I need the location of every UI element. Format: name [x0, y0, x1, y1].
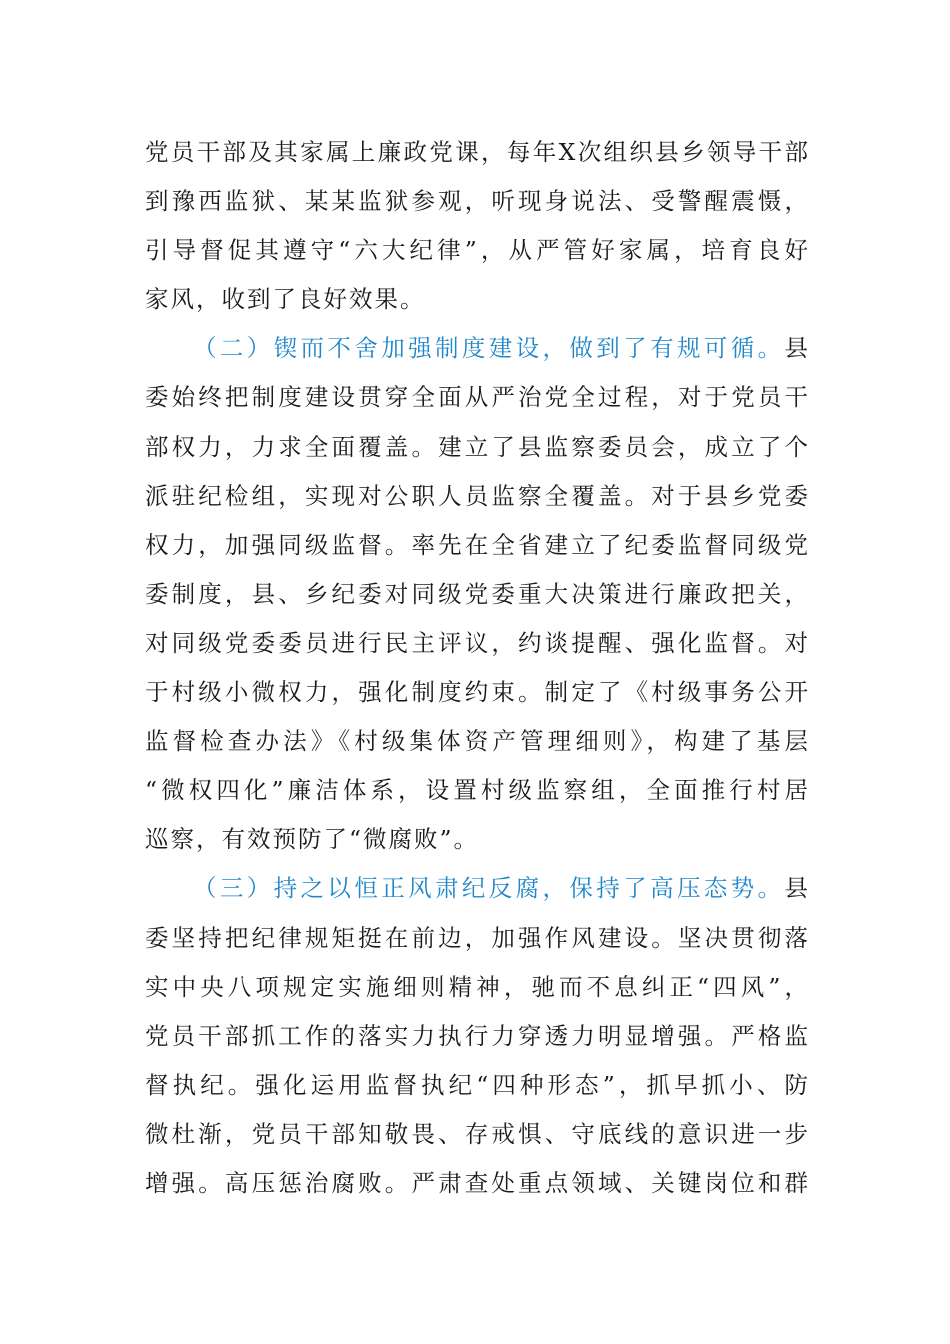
paragraph-line: 监督检查办法》《村级集体资产管理细则》，构建了基层 — [145, 727, 810, 756]
paragraph-line: 增强。高压惩治腐败。严肃查处重点领域、关键岗位和群 — [145, 1168, 810, 1197]
paragraph-line: 委始终把制度建设贯穿全面从严治党全过程，对于党员干 — [145, 383, 810, 412]
heading-tail-text: 县 — [784, 334, 810, 363]
paragraph-line: “微权四化”廉洁体系，设置村级监察组，全面推行村居 — [145, 776, 810, 805]
section-heading-line — [145, 324, 810, 373]
paragraph-line: 到豫西监狱、某某监狱参观，听现身说法、受警醒震慑， — [145, 187, 810, 216]
paragraph-line: 部权力，力求全面覆盖。建立了县监察委员会，成立了个 — [145, 432, 810, 461]
heading-tail-text: 县 — [784, 874, 810, 903]
paragraph-line: 党员干部抓工作的落实力执行力穿透力明显增强。严格监 — [145, 1021, 810, 1050]
section-heading-line — [145, 864, 810, 913]
paragraph-line: 督执纪。强化运用监督执纪“四种形态”，抓早抓小、防 — [145, 1070, 810, 1099]
paragraph-line: 于村级小微权力，强化制度约束。制定了《村级事务公开 — [145, 678, 810, 707]
section-heading: （二）锲而不舍加强制度建设，做到了有规可循。 — [193, 334, 785, 363]
paragraph-line: 家风，收到了良好效果。 — [145, 285, 426, 314]
paragraph-line: 对同级党委委员进行民主评议，约谈提醒、强化监督。对 — [145, 628, 810, 657]
paragraph-line: 引导督促其遵守“六大纪律”，从严管好家属，培育良好 — [145, 236, 810, 265]
paragraph-line: 微杜渐，党员干部知敬畏、存戒惧、守底线的意识进一步 — [145, 1119, 810, 1148]
section-heading: （三）持之以恒正风肃纪反腐，保持了高压态势。 — [193, 874, 785, 903]
paragraph-line: 权力，加强同级监督。率先在全省建立了纪委监督同级党 — [145, 530, 810, 559]
paragraph-line: 派驻纪检组，实现对公职人员监察全覆盖。对于县乡党委 — [145, 481, 810, 510]
document-body — [145, 128, 810, 1208]
paragraph-line: 党员干部及其家属上廉政党课，每年X次组织县乡领导干部 — [145, 138, 810, 166]
paragraph-line: 委坚持把纪律规矩挺在前边，加强作风建设。坚决贯彻落 — [145, 923, 810, 952]
paragraph-line: 委制度，县、乡纪委对同级党委重大决策进行廉政把关， — [145, 579, 810, 608]
paragraph-line: 巡察，有效预防了“微腐败”。 — [145, 825, 480, 854]
paragraph-line: 实中央八项规定实施细则精神，驰而不息纠正“四风”， — [145, 972, 810, 1001]
